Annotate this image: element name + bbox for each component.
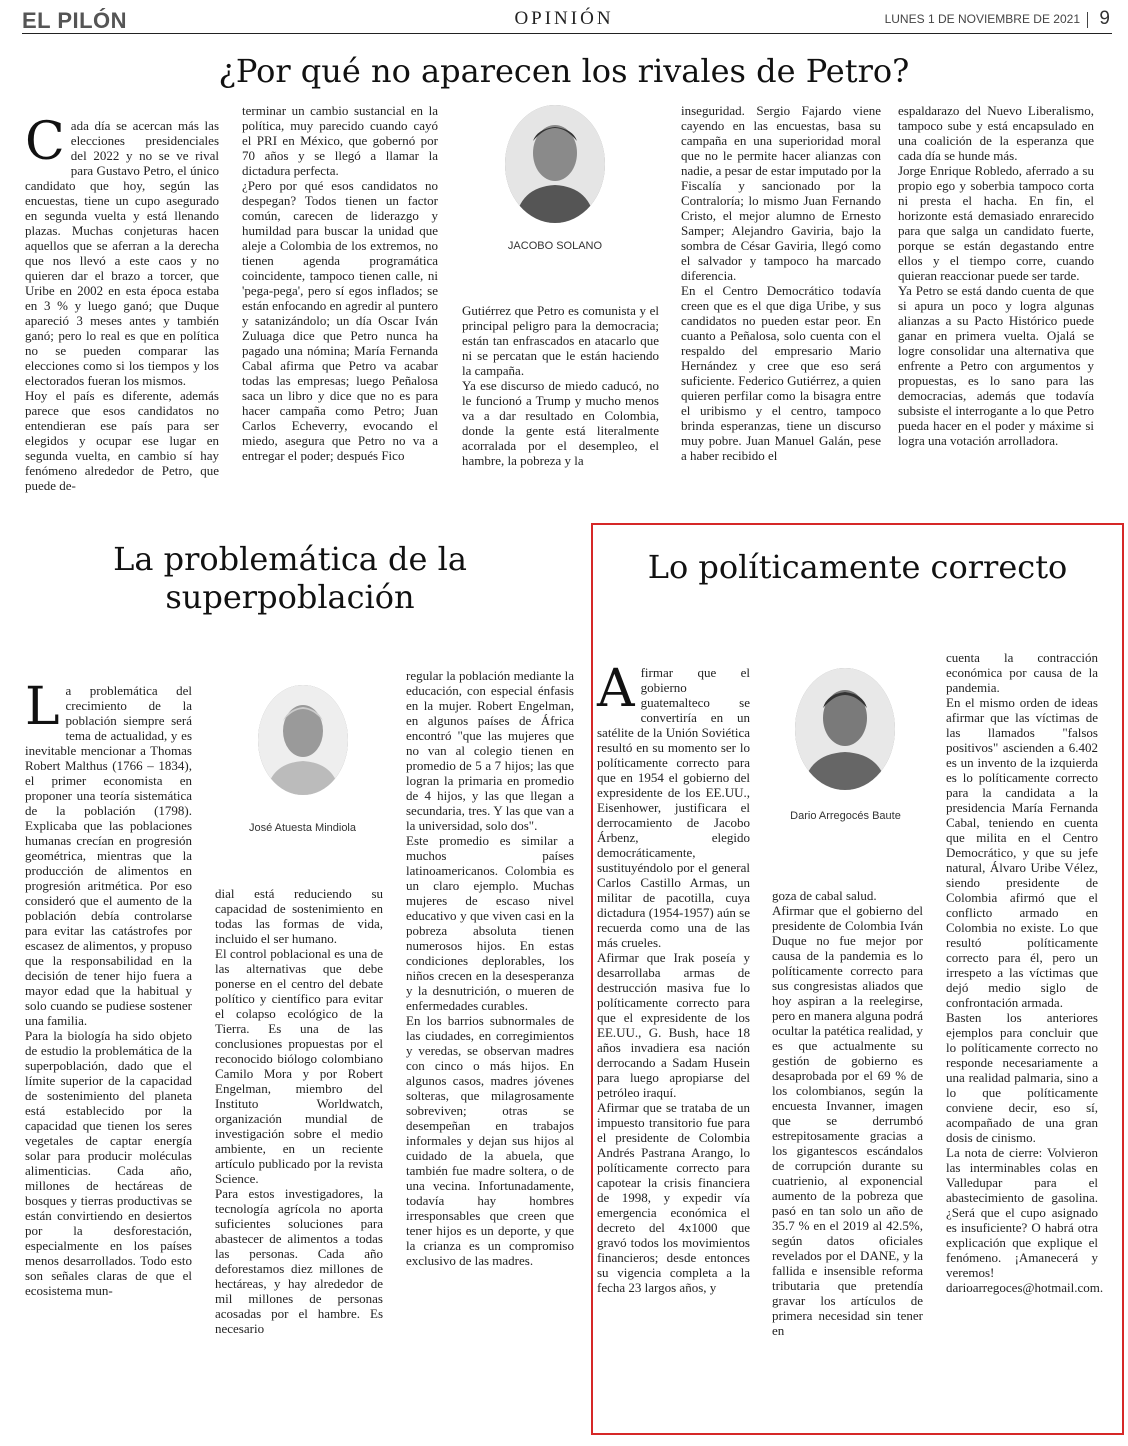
- article1-dropcap: C: [25, 112, 65, 172]
- article3-author: Dario Arregocés Baute: [790, 810, 901, 822]
- article2-title-line1: La problemática de la: [113, 540, 467, 578]
- section-title: OPINIÓN: [514, 8, 614, 29]
- masthead-logo: EL PILÓN: [22, 8, 128, 33]
- article2-dropcap: L: [25, 677, 60, 737]
- portrait-icon: [505, 105, 605, 223]
- article3-column-1: [597, 650, 750, 1420]
- article1-column-2: terminar un cambio sustancial en la política, muy parecido cuando cayó el PRI en México, que gobernó por 70 años y se llegó a llamar la dictadura perfecta. ¿Pero por qué esos candidatos no despegan? Todos tienen un factor común, carecen de liderazgo y humildad para buscar la unidad que aleje a Colombia de los extremos, no tienen agenda programática coincidente, tampoco tienen calle, ni 'pega-pega', pero sí egos inflados; se están enfocando en agredir al puntero y satanizándolo; un día Oscar Iván Zuluaga dice que Petro nunca ha pagado una nómina; María Fernanda Cabal afirma que Petro va acabar todas las empresas; luego Peñalosa saca un libro y dice que no es para hacer campaña como Petro; Juan Carlos Echeverry, evocando el miedo, asegura que Petro no va a entregar el poder; después Fico: [242, 103, 438, 463]
- article2-author: José Atuesta Mindiola: [248, 822, 356, 834]
- article1-author: JACOBO SOLANO: [507, 240, 603, 252]
- article1-column-1: [25, 103, 219, 493]
- author-photo-jose-atuesta: [258, 685, 348, 795]
- article1-column-5: espaldarazo del Nuevo Liberalismo, tampoco sube y está encapsulado en una coalición de la esperanza que cada día se hunde más. Jorge Enrique Robledo, aferrado a su propio ego y soberbia tampoco corta ni presta el hacha. En fin, el horizonte está demasiado enrarecido para que salga un candidato fuerte, porque se están degastando entre ellos y el tiempo corre, cuando quieran reaccionar puede ser tarde. Ya Petro se está dando cuenta de que si apura un poco y logra algunas alianzas a su Pacto Histórico puede ganar en primera vuelta. Ojalá se logre consolidar una alternativa que enfrente a Petro con argumentos y propuestas, es lo sano para las democracias, además que todavía subsiste el interrogante a lo que Petro pueda hacer en el poder y máxime si logra una votación arrolladora.: [898, 103, 1094, 448]
- article1-title: ¿Por qué no aparecen los rivales de Petro?: [218, 52, 910, 90]
- article3-title: Lo políticamente correcto: [647, 548, 1068, 586]
- article1-column-4: inseguridad. Sergio Fajardo viene cayendo en las encuestas, basa su campaña en una superioridad moral que no le permite hacer alianzas con nadie, a pesar de estar imputado por la Fiscalía y sancionado por la Contraloría; lo mismo Juan Fernando Cristo, el mejor alumno de Ernesto Samper; Alejandro Gaviria, bajo la sombra de César Gaviria, llegó como el salvador y tampoco ha marcado diferencia. En el Centro Democrático todavía creen que es el que diga Uribe, y sus candidatos no pueden estar peor. En cuanto a Peñalosa, solo cuenta con el respaldo del empresario Mario Hernández y cree que eso será suficiente. Federico Gutiérrez, a quien quieren perfilar como la bisagra entre el uribismo y el centro, tampoco brinda esperanzas, tiene un discurso muy pobre. Juan Manuel Galán, pese a haber recibido el: [681, 103, 881, 463]
- article3-dropcap: A: [597, 659, 635, 719]
- portrait-icon: [795, 668, 895, 790]
- article1-column-3: Gutiérrez que Petro es comunista y el principal peligro para la democracia; están tan enfrascados en atacarlo que ni se percatan que le están haciendo la campaña. Ya ese discurso de miedo caducó, no le funcionó a Trump y mucho menos va a dar resultado en Colombia, donde la gente está literalmente acorralada por el desempleo, el hambre, la pobreza y la: [462, 303, 659, 468]
- article2-col1-text: a problemática del crecimiento de la población siempre será tema de actualidad, y es inevitable mencionar a Thomas Robert Malthus (1766 – 1834), el primer economista en proponer una teoría sistemática de la población (1798). Explicaba que las poblaciones humanas crecían en progresión geométrica, mientras que la producción de alimentos en progresión aritmética. Por eso consideró que el aumento de la población debía controlarse para evitar las catástrofes por escasez de alimentos, y propuso que la responsabilidad en la decisión de tener hijo fuera a mayor edad que la habitual y solo cuando se pudiese sostener una familia. Para la biología ha sido objeto de estudio la problemática de la superpoblación, dado que el límite superior de la capacidad de sostenimiento del planeta está establecido por la capacidad que tienen los seres vegetales de captar energía solar para producir moléculas alimenticias. Cada año, millones de hectáreas de bosques y tierras productivas se están convirtiendo en desiertos por la desforestación, especialmente en los países menos desarrollados. Todo esto son señales claras de que el ecosistema mun-: [25, 683, 192, 1298]
- author-photo-jacobo-solano: [505, 105, 605, 223]
- article3-col1-text: firmar que el gobierno guatemalteco se convertiría en un satélite de la Unión Soviética resultó en su momento ser lo políticamente correcto para que en 1954 el gobierno del expresidente de los EE.UU., Eisenhower, justificara el derrocamiento de Jacobo Árbenz, elegido democráticamente, sustituyéndolo por el general Carlos Castillo Armas, un militar de pacotilla, cuya dictadura (1954-1957) aún se recuerda como una de las más crueles. Afirmar que Irak poseía y desarrollaba armas de destrucción masiva fue lo políticamente correcto para que el expresidente de los EE.UU., G. Bush, hace 18 años invadiera esa nación derrocando a Sadam Husein para luego apropiarse del petróleo iraquí. Afirmar que se trataba de un impuesto transitorio fue para el presidente de Colombia Andrés Pastrana Arango, lo políticamente correcto para capotear la crisis financiera de 1998, y expedir vía emergencia económica el decreto del 4x1000 que gravó todos los movimientos financieros; desde entonces su vigencia completa a la fecha 23 largos años, y: [597, 665, 750, 1295]
- article2-title-line2: superpoblación: [165, 578, 415, 617]
- portrait-icon: [258, 685, 348, 795]
- header-rule: [22, 33, 1112, 34]
- article3-column-3: cuenta la contracción económica por causa de la pandemia. En el mismo orden de ideas afirmar que las víctimas de las llamados "falsos positivos" ascienden a 6.402 es un invento de la izquierda es lo políticamente correcto para la candidata a la presidencia María Fernanda Cabal, teniendo en cuenta que milita en el Centro Democrático, y que su jefe natural, Álvaro Uribe Vélez, siendo presidente de Colombia afirmó que el conflicto armado en Colombia no existe. Lo que resultó políticamente correcto para él, pero un irrespeto a las víctimas que dejó medio siglo de confrontación armada. Basten los anteriores ejemplos para concluir que lo políticamente correcto no responde necesariamente a una realidad palmaria, sino a lo que políticamente conviene decir, eso sí, acompañado de una gran dosis de cinismo. La nota de cierre: Volvieron las interminables colas en Valledupar para el abastecimiento de gasolina. ¿Será que el cupo asignado es insuficiente? O habrá otra explicación que explique el fenómeno. ¡Amanecerá y veremos! darioarregoces@hotmail.com.: [946, 650, 1104, 1295]
- page-number: 9: [1099, 8, 1110, 29]
- header-separator: [1087, 12, 1088, 28]
- article2-column-2: dial está reduciendo su capacidad de sostenimiento en todas las formas de vida, incluido el ser humano. El control poblacional es una de las alternativas que debe ponerse en el centro del debate político y científico para evitar el colapso ecológico de la Tierra. Es una de las conclusiones propuestas por el reconocido biólogo colombiano Camilo Mora y por Robert Engelman, miembro del Instituto Worldwatch, organización mundial de investigación sobre el medio ambiente, en un reciente artículo publicado por la revista Science. Para estos investigadores, la tecnología agrícola no aporta suficientes soluciones para abastecer de alimentos a todas las personas. Cada año deforestamos diez millones de hectáreas, y hay alrededor de mil millones de personas acosadas por el hambre. Es necesario: [215, 886, 383, 1336]
- article2-title: [60, 540, 520, 617]
- article2-column-1: [25, 668, 192, 1428]
- author-photo-dario-arregoces: [795, 668, 895, 790]
- article3-column-2: goza de cabal salud. Afirmar que el gobierno del presidente de Colombia Iván Duque no fue mejor por causa de la pandemia es lo políticamente correcto para sus congresistas aliados que hoy aspiran a la reelegirse, pero en manera alguna podrá ocultar la patética realidad, y es que actualmente su gestión de gobierno es desaprobada por el 69 % de los colombianos, según la encuesta Invanner, imagen que se derrumbó estrepitosamente gracias a los gigantescos escándalos de corrupción durante su cuatrienio, al exponencial aumento de la pobreza que pasó en tan solo un año de 35.7 % en el 2019 al 42.5%, según datos oficiales revelados por el DANE, y la fallida e insensible reforma tributaria que pretendía gravar los artículos de primera necesidad sin tener en: [772, 888, 923, 1338]
- article1-col1-text: ada día se acercan más las elecciones presidenciales del 2022 y no se ve rival para Gustavo Petro, el único candidato que hoy, según las encuestas, tiene un cupo asegurado en segunda vuelta y está llenando plazas. Muchas conjeturas hacen aquellos que se aferran a la derecha que nos llevó a este caos y no quieren dar el brazo a torcer, que Uribe en 2002 en esta época estaba en 3 % y luego ganó; que Duque apareció 3 meses antes y también ganó; pero lo real es que en política no se pueden comparar las elecciones como si los tiempos y los electorados fueran los mismos. Hoy el país es diferente, además parece que esos candidatos no entendieran ese país para ser elegidos y ocupar ese lugar en segunda vuelta, en cambio sí hay fenómeno alrededor de Petro, que puede de-: [25, 118, 219, 493]
- date-line: LUNES 1 DE NOVIEMBRE DE 2021: [884, 12, 1080, 26]
- article2-column-3: regular la población mediante la educación, con especial énfasis en la mujer. Robert Engelman, en algunos países de África encontró "que las mujeres que no van al colegio tienen en promedio de 5 a 7 hijos; las que logran la primaria en promedio de 4 hijos, y las que llegan a secundaria, tres. Y las que van a la universidad, solo dos". Este promedio es similar a muchos países latinoamericanos. Colombia es un claro ejemplo. Muchas mujeres de escaso nivel educativo y que viven casi en la pobreza absoluta tienen numerosos hijos. En estas condiciones deplorables, los niños crecen en la desesperanza y la desnutrición, o mueren de enfermedades curables. En los barrios subnormales de las ciudades, en corregimientos y veredas, se observan madres con cinco o más hijos. En algunos casos, madres jóvenes solteras, que milagrosamente sobreviven; otras se desempeñan en trabajos informales y dejan sus hijos al cuidado de la abuela, que también fue madre soltera, o de una vecina. Infortunadamente, todavía hay hombres irresponsables que creen que tener hijos es un deporte, y que la crianza es un compromiso exclusivo de las madres.: [406, 668, 574, 1268]
